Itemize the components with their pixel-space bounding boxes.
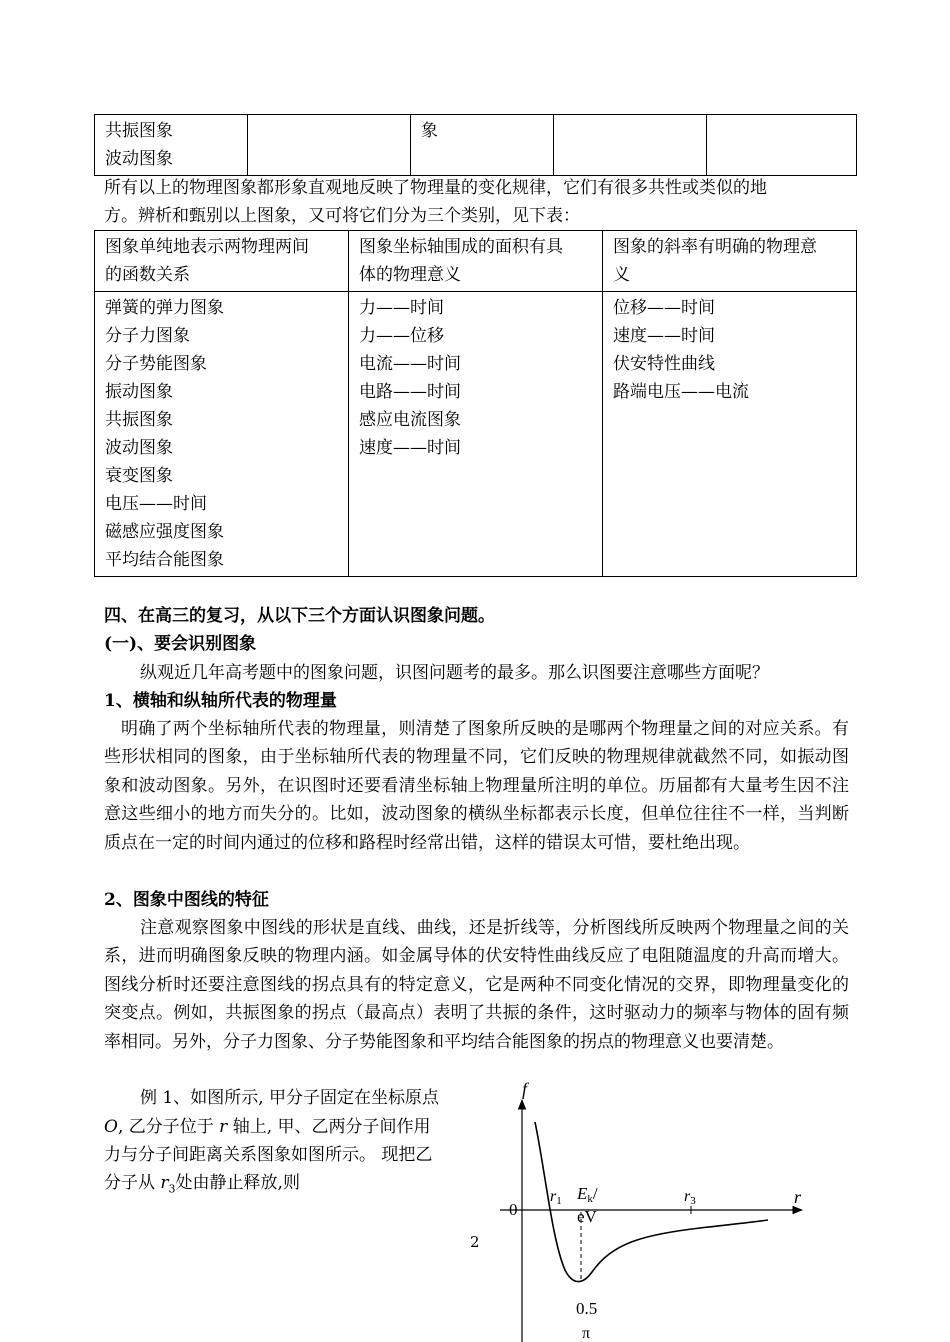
example-line-4: 分子从 $r_3$处由静止释放,则 bbox=[104, 1173, 300, 1196]
heading-axes: 1、横轴和纵轴所代表的物理量 bbox=[104, 691, 337, 711]
example-line-2: O, 乙分子位于 r 轴上, 甲、乙两分子间作用 bbox=[104, 1117, 431, 1137]
body-cell-1: 弹簧的弹力图象 分子力图象 分子势能图象 振动图象 共振图象 波动图象 衰变图象 电压——时间 磁感应强度图象 平均结合能图象 bbox=[95, 292, 349, 577]
table1-cell-1: 共振图象 波动图象 bbox=[95, 115, 248, 176]
section4-sub1: (一)、要会识别图象 bbox=[104, 634, 257, 654]
header-cell-3: 图象的斜率有明确的物理意 义 bbox=[603, 231, 857, 292]
intro-paragraph: 所有以上的物理图象都形象直观地反映了物理量的变化规律，它们有很多共性或类似的地 方。辨析和甄别以上图象，又可将它们分为三个类别，见下表： bbox=[104, 178, 767, 227]
heading-curve-features: 2、图象中图线的特征 bbox=[104, 890, 269, 910]
r1-label: r1 bbox=[550, 1188, 562, 1207]
section4-sub1-text: 纵观近几年高考题中的图象问题，识图问题考的最多。那么识图要注意哪些方面呢？ bbox=[140, 663, 769, 683]
header-cell-1: 图象单纯地表示两物理两间 的函数关系 bbox=[95, 231, 349, 292]
body-cell-2: 力——时间 力——位移 电流——时间 电路——时间 感应电流图象 速度——时间 bbox=[349, 292, 603, 577]
paragraph-axes: 明确了两个坐标轴所代表的物理量，则清楚了图象所反映的是哪两个物理量之间的对应关系。有些形状相同的图象，由于坐标轴所代表的物理量不同，它们反映的物理规律就截然不同，如振动图象和波动图象。另外，在识图时还要看清坐标轴上物理量所注明的单位。历届都有大量考生因不注意这些细小的地方而失分的。比如，波动图象的横纵坐标都表示长度，但单位往往不一样，当判断质点在一定的时间内通过的位移和路程时经常出错，这样的错误太可惜，要杜绝出现。 bbox=[104, 719, 849, 853]
y-axis-label: f bbox=[522, 1079, 528, 1099]
ek-label: Ek/ bbox=[577, 1184, 598, 1205]
x-axis-label: r bbox=[794, 1187, 802, 1207]
force-curve bbox=[535, 1122, 768, 1282]
header-cell-2: 图象坐标轴围成的面积有具 体的物理意义 bbox=[349, 231, 603, 292]
body-cell-3: 位移——时间 速度——时间 伏安特性曲线 路端电压——电流 bbox=[603, 292, 857, 577]
ev-label: eV bbox=[577, 1207, 597, 1226]
example-line-3: 力与分子间距离关系图象如图所示。 现把乙 bbox=[104, 1145, 433, 1165]
pi-label: π bbox=[582, 1325, 591, 1342]
r3-label: r3 bbox=[684, 1188, 696, 1207]
table1-cell-3: 象 bbox=[411, 115, 554, 176]
paragraph-curve-features: 注意观察图象中图线的形状是直线、曲线，还是折线等，分析图线所反映两个物理量之间的关系，进而明确图象反映的物理内涵。如金属导体的伏安特性曲线反应了电阻随温度的升高而增大。图线分析时还要注意图线的拐点具有的特定意义，它是两种不同变化情况的交界，即物理量变化的突变点。例如，共振图象的拐点（最高点）表明了共振的条件，这时驱动力的频率与物体的固有频率相同。另外，分子力图象、分子势能图象和平均结合能图象的拐点的物理意义也要清楚。 bbox=[104, 918, 849, 1052]
origin-label: 0 bbox=[509, 1200, 518, 1219]
example-line-1: 例 1、如图所示, 甲分子固定在坐标原点 bbox=[140, 1088, 440, 1108]
section4-title: 四、在高三的复习，从以下三个方面认识图象问题。 bbox=[104, 606, 495, 626]
value-label: 0.5 bbox=[576, 1299, 598, 1318]
page-number: 2 bbox=[470, 1233, 480, 1251]
